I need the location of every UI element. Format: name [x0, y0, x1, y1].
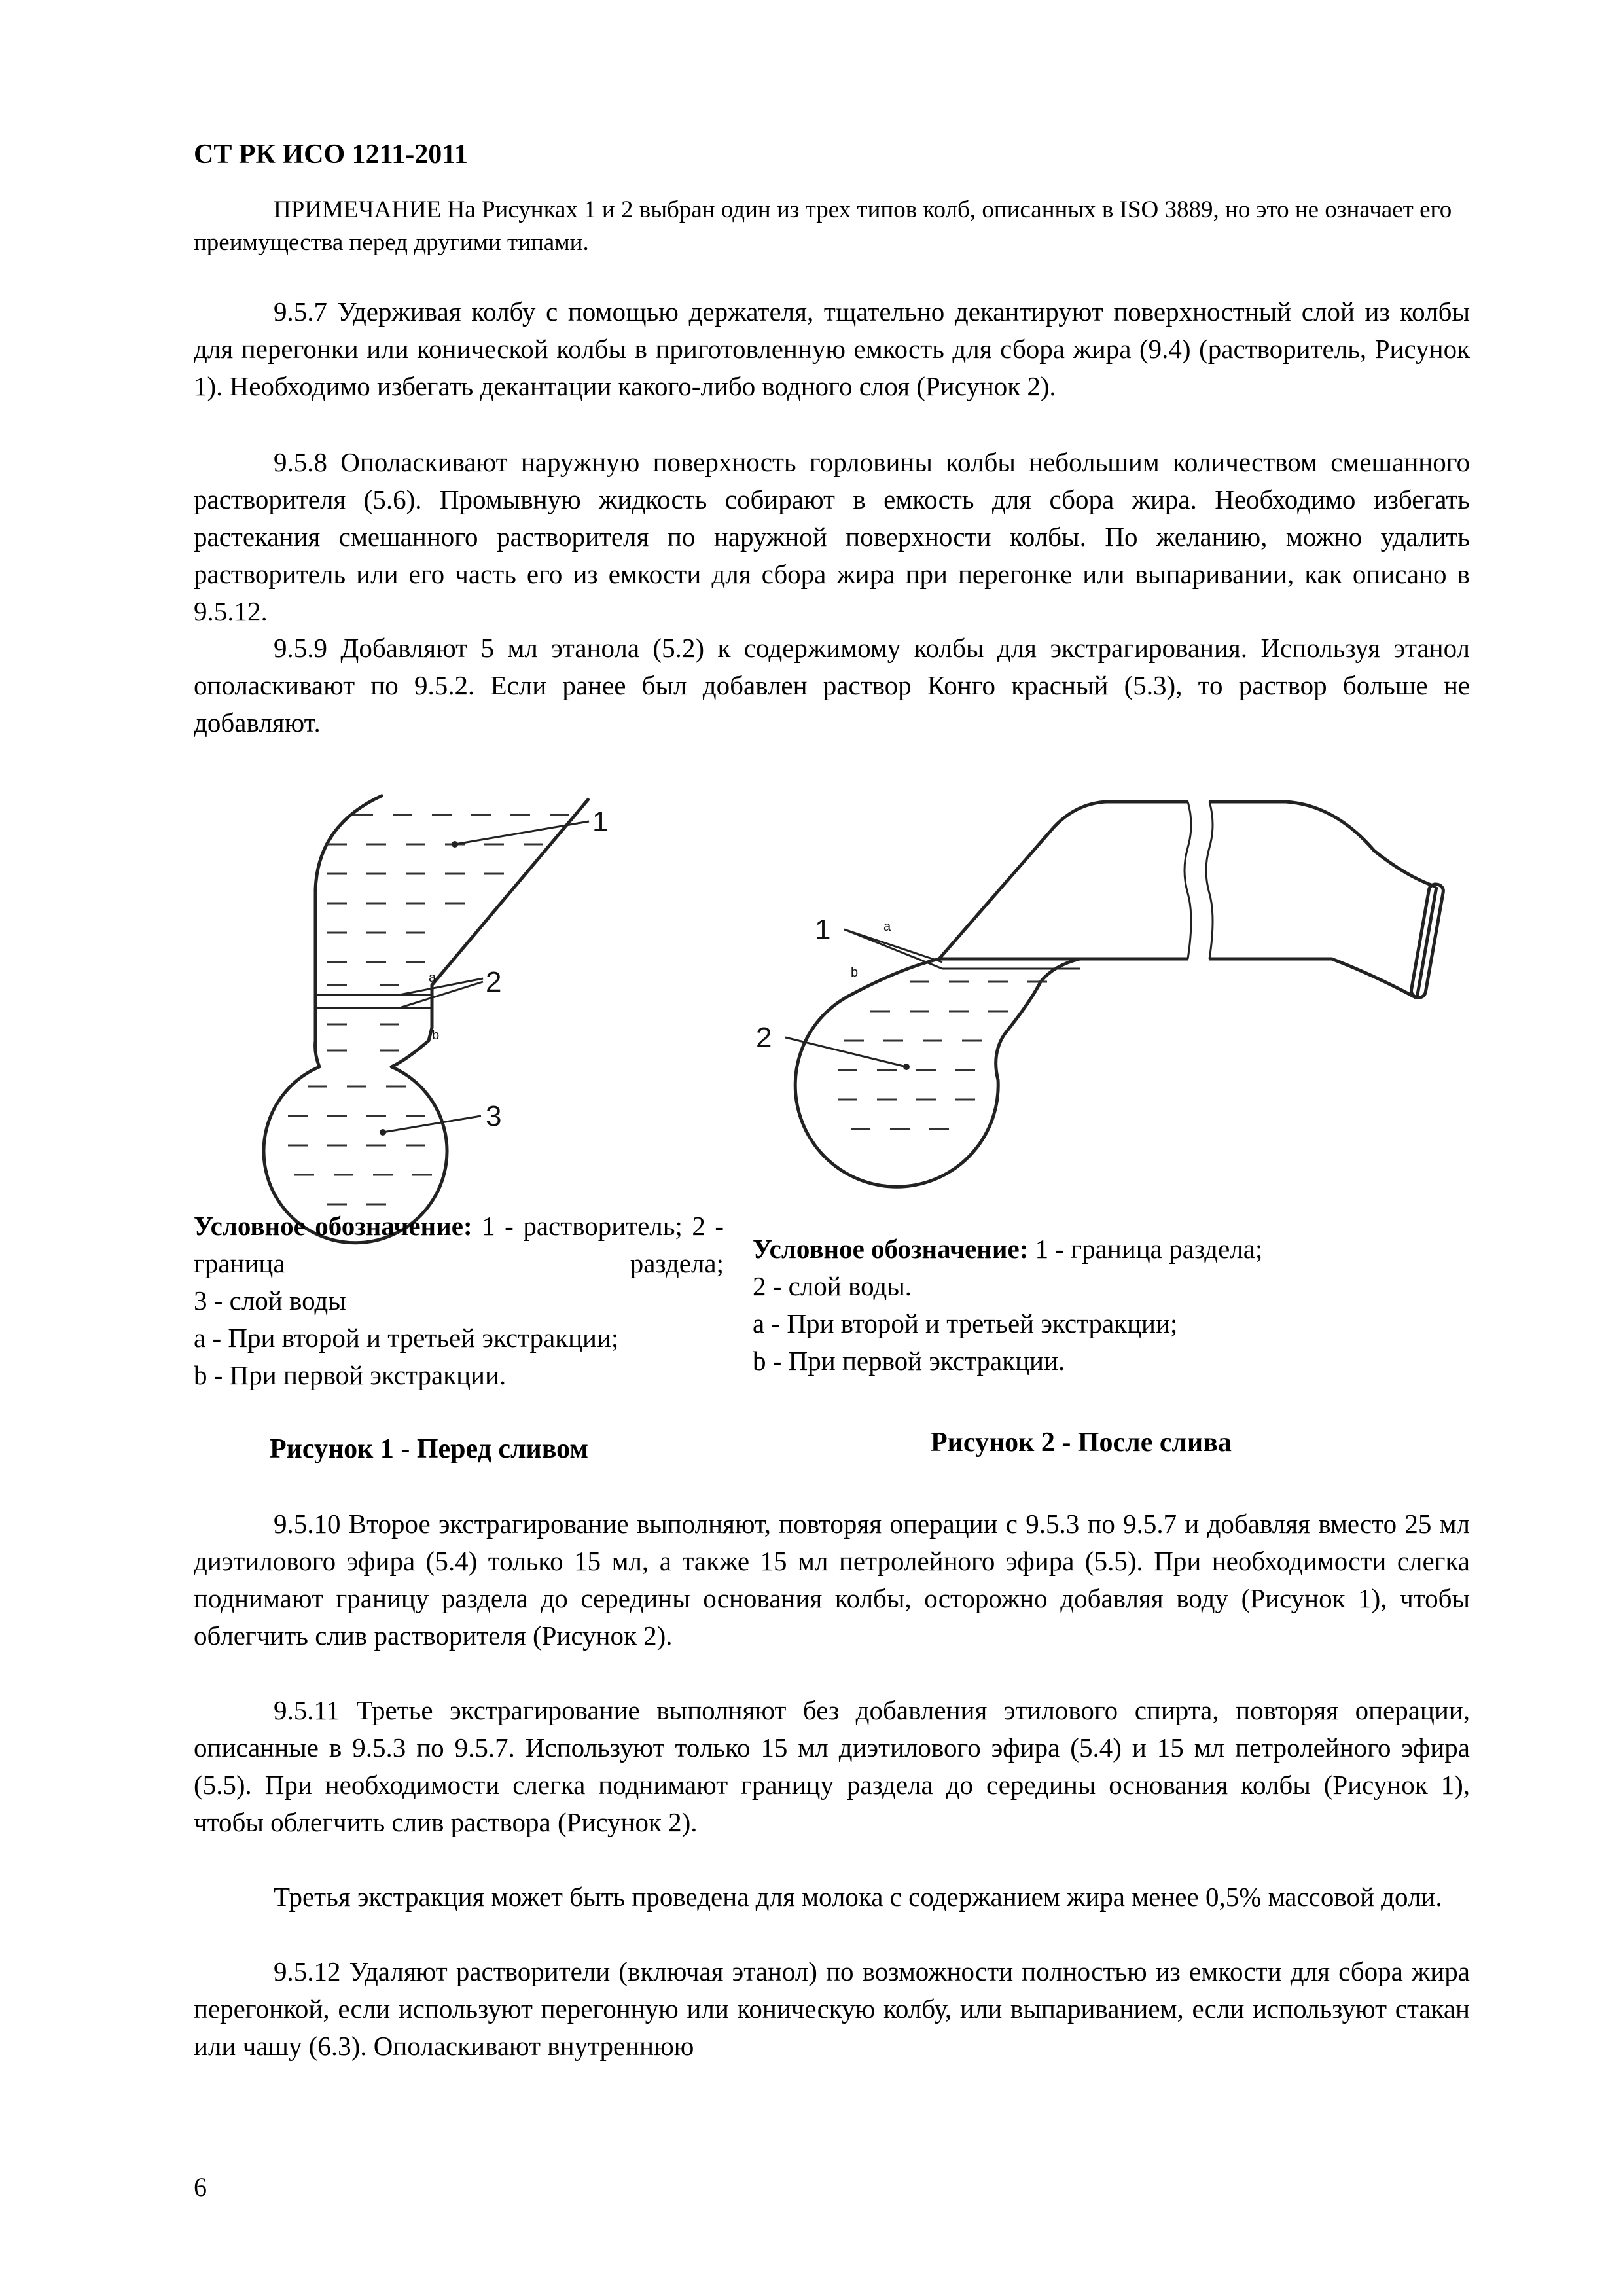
figure2-sub-b: b — [851, 965, 859, 980]
paragraph-9-5-7: 9.5.7 Удерживая колбу с помощью держателя, тщательно декантируют поверхностный слой из колбы для перегонки или конической колбы в приготовленную емкость для сбора жира (9.4) (растворитель, Рисунок 1). Необходимо избегать декантации какого-либо водного слоя (Рисунок 2). — [194, 296, 1470, 401]
figure2-legend — [753, 1230, 1440, 1380]
figure2-legend-line-2: 2 - слой воды. — [753, 1271, 912, 1301]
document-id: СТ РК ИСО 1211-2011 — [194, 139, 468, 170]
figure1-callout-2: 2 — [486, 966, 502, 998]
figure2-legend-line-3: а - При второй и третьей экстракции; — [753, 1308, 1178, 1338]
page-number: 6 — [194, 2172, 207, 2202]
figure1-callout-1: 1 — [592, 806, 609, 838]
figure1-legend-line-3: а - При второй и третьей экстракции; — [194, 1323, 619, 1353]
figure1-legend-heading: Условное обозначение: — [194, 1211, 473, 1241]
figure1-legend-line-1: 1 - растворитель; 2 - граница раздела; — [194, 1211, 724, 1278]
figure2-callout-2: 2 — [756, 1022, 772, 1054]
figure2-title: Рисунок 2 - После слива — [931, 1427, 1232, 1458]
paragraph-9-5-10: 9.5.10 Второе экстрагирование выполняют, повторяя операции с 9.5.3 по 9.5.7 и добавляя вместо 25 мл диэтилового эфира (5.4) только 15 мл, а также 15 мл петролейного эфира (5.5). При необходимости слегка поднимают границу раздела до середины основания колбы, осторожно добавляя воду (Рисунок 1), чтобы облегчить слив растворителя (Рисунок 2). — [194, 1509, 1470, 1651]
figure1-legend-line-2: 3 - слой воды — [194, 1285, 346, 1316]
figure1-sub-a: a — [429, 971, 437, 985]
note-paragraph: ПРИМЕЧАНИЕ На Рисунках 1 и 2 выбран один из трех типов колб, описанных в ISO 3889, но это не означает его преимущества перед другими типами. — [194, 196, 1452, 256]
paragraph-9-5-9: 9.5.9 Добавляют 5 мл этанола (5.2) к содержимому колбы для экстрагирования. Используя этанол ополаскивают по 9.5.2. Если ранее был добавлен раствор Конго красный (5.3), то раствор больше не добавляют. — [194, 633, 1470, 738]
figure2-sub-a: a — [883, 920, 891, 934]
paragraph-third-extraction: Третья экстракция может быть проведена для молока с содержанием жира менее 0,5% массовой доли. — [274, 1882, 1442, 1912]
figure2-legend-line-4: b - При первой экстракции. — [753, 1346, 1065, 1376]
figure1-legend — [194, 1208, 724, 1394]
paragraph-9-5-8: 9.5.8 Ополаскивают наружную поверхность горловины колбы небольшим количеством смешанного растворителя (5.6). Промывную жидкость собирают в емкость для сбора жира. Необходимо избегать растекания смешанного растворителя по наружной поверхности колбы. По желанию, можно удалить растворитель или его часть его из емкости для сбора жира при перегонке или выпаривании, как описано в 9.5.12. — [194, 447, 1470, 626]
figure2-legend-line-1: 1 - граница раздела; — [1028, 1234, 1263, 1264]
figure2-legend-heading: Условное обозначение: — [753, 1234, 1029, 1264]
figure2-callout-1: 1 — [815, 914, 831, 946]
figure2-flask — [756, 802, 1444, 1187]
figure1-sub-b: b — [432, 1028, 440, 1043]
paragraph-9-5-11: 9.5.11 Третье экстрагирование выполняют без добавления этилового спирта, повторяя операции, описанные в 9.5.3 по 9.5.7. Используют только 15 мл диэтилового эфира (5.4) и 15 мл петролейного эфира (5.5). При необходимости слегка поднимают границу раздела до середины основания колбы (Рисунок 1), чтобы облегчить слив раствора (Рисунок 2). — [194, 1695, 1470, 1837]
figure1-callout-3: 3 — [486, 1100, 502, 1132]
figure1-flask — [264, 795, 608, 1243]
paragraph-9-5-12: 9.5.12 Удаляют растворители (включая этанол) по возможности полностью из емкости для сбора жира перегонкой, если используют перегонную или коническую колбу, или выпариванием, если используют стакан или чашу (6.3). Ополаскивают внутреннюю — [194, 1956, 1470, 2061]
figure1-legend-line-4: b - При первой экстракции. — [194, 1360, 507, 1390]
figure1-title: Рисунок 1 - Перед сливом — [270, 1434, 588, 1464]
